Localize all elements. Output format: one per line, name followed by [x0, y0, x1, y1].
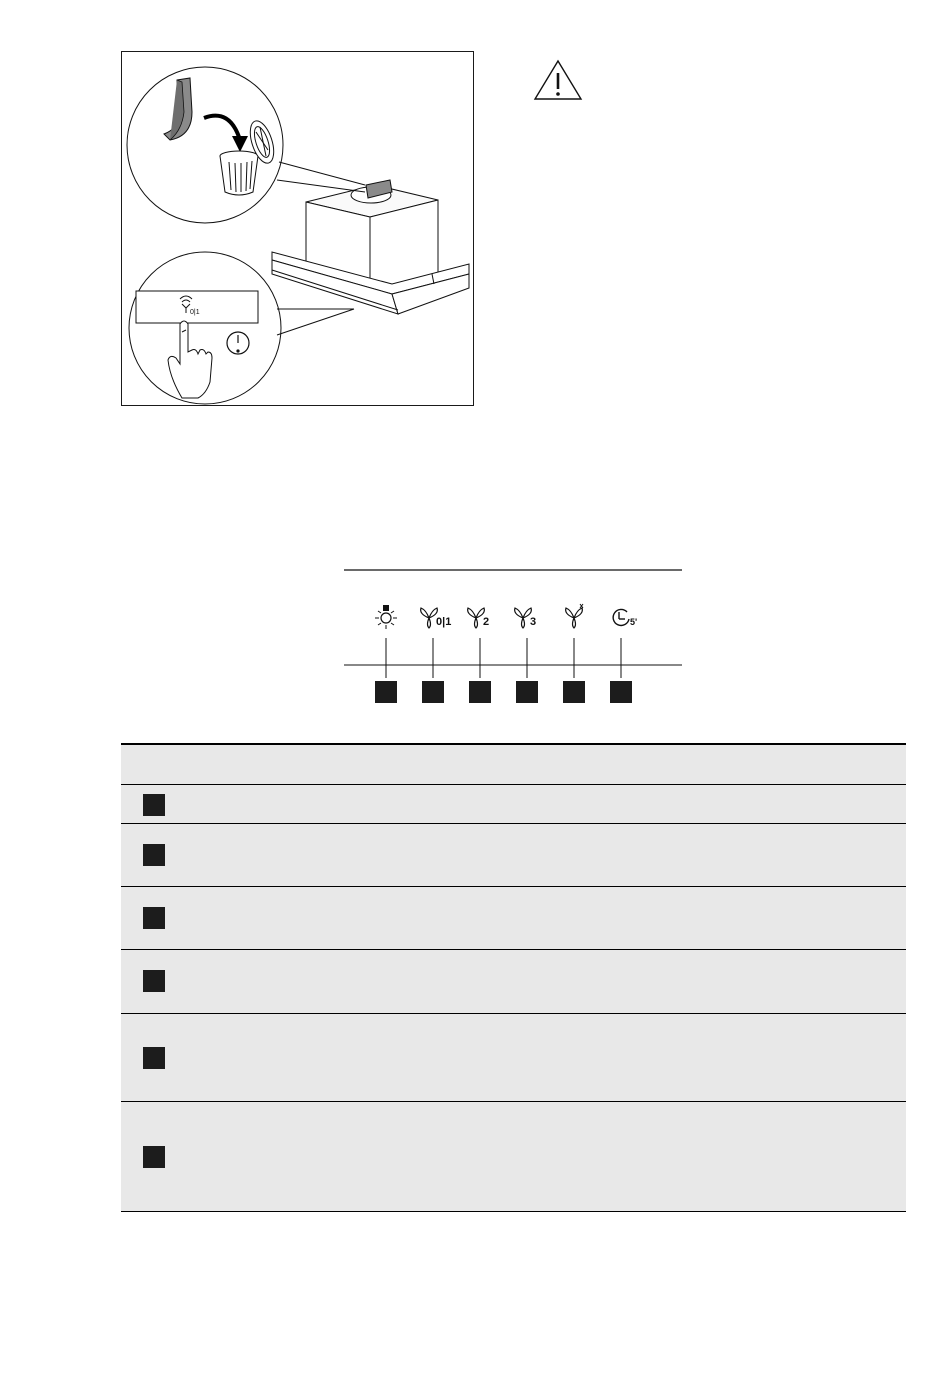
button-marker-3 — [469, 681, 491, 703]
button-marker-5 — [563, 681, 585, 703]
table-row — [121, 784, 906, 823]
table-header — [121, 743, 906, 784]
button-label: 0|1 — [436, 616, 452, 628]
table-row — [121, 1013, 906, 1101]
button-marker-6 — [610, 681, 632, 703]
control-strip — [136, 291, 258, 323]
warning-triangle-icon — [533, 59, 583, 101]
button-label: 2 — [483, 616, 490, 628]
button-label: 5' — [630, 617, 638, 627]
button-marker-1 — [375, 681, 397, 703]
control-key-table — [121, 743, 906, 1212]
marker-6 — [143, 1146, 165, 1168]
marker-4 — [143, 970, 165, 992]
fan-icon[interactable] — [515, 608, 536, 628]
marker-5 — [143, 1047, 165, 1069]
light-icon[interactable] — [375, 605, 397, 629]
marker-1 — [143, 794, 165, 816]
fan-icon[interactable] — [421, 608, 452, 628]
marker-3 — [143, 907, 165, 929]
control-panel-svg — [344, 560, 684, 710]
button-marker-2 — [422, 681, 444, 703]
clock-icon — [227, 332, 249, 354]
button-marker-4 — [516, 681, 538, 703]
hood-icon — [272, 185, 469, 314]
recycle-bin-icon — [220, 151, 258, 195]
illustration-drawing — [122, 52, 475, 407]
timer-icon[interactable] — [613, 609, 637, 627]
control-panel-diagram — [344, 560, 684, 710]
fan-boost-icon[interactable] — [566, 604, 583, 628]
fan-icon[interactable] — [468, 608, 489, 628]
marker-2 — [143, 844, 165, 866]
button-label: 3 — [530, 616, 537, 628]
table-row — [121, 1101, 906, 1212]
filter-illustration — [121, 51, 474, 406]
table-row — [121, 886, 906, 949]
table-row — [121, 949, 906, 1013]
table-row — [121, 823, 906, 886]
panel-label: 0|1 — [190, 309, 200, 316]
